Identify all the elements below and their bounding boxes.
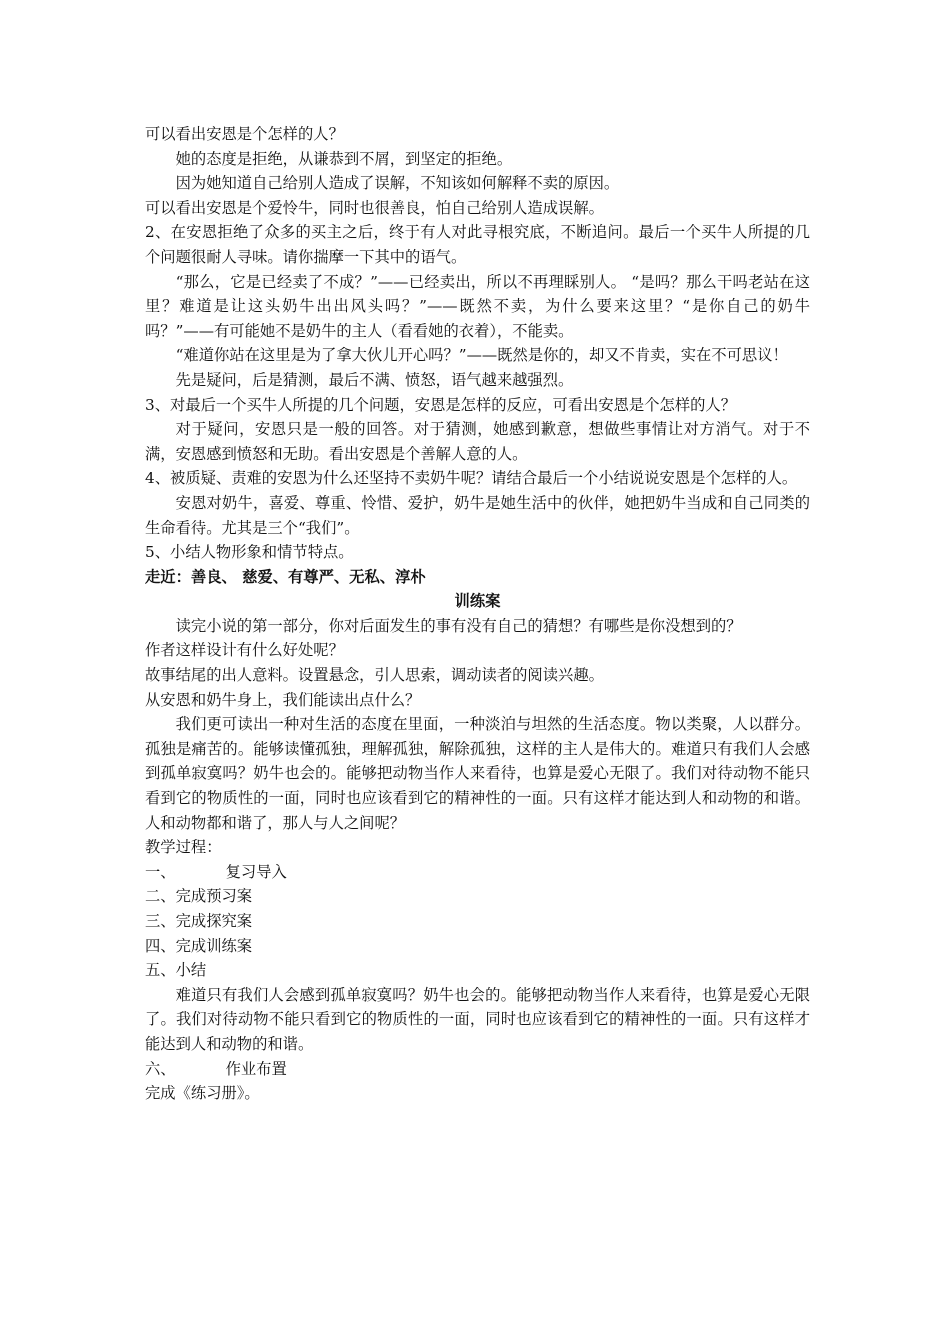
document-page [145,122,810,1106]
paragraph: 我们更可读出一种对生活的态度在里面，一种淡泊与坦然的生活态度。物以类聚，人以群分。孤独是痛苦的。能够读懂孤独，理解孤独，解除孤独，这样的主人是伟大的。难道只有我们人会感到孤单寂寞吗？奶牛也会的。能够把动物当作人来看待，也算是爱心无限了。我们对待动物不能只看到它的物质性的一面，同时也应该看到它的精神性的一面。只有这样才能达到人和动物的和谐。人和动物都和谐了，那人与人之间呢？ [145,715,810,832]
list-text: 作业布置 [225,1059,287,1078]
paragraph: 她的态度是拒绝，从谦恭到不屑，到坚定的拒绝。 [175,149,513,168]
list-text: 复习导入 [225,862,287,881]
list-item: 五、小结 [145,961,207,980]
list-item [145,1057,810,1082]
paragraph: 可以看出安恩是个爱怜牛，同时也很善良，怕自己给别人造成误解。 [145,198,604,217]
list-number: 六、 [145,1059,176,1078]
paragraph: 对于疑问，安恩只是一般的回答。对于猜测，她感到歉意，想做些事情让对方消气。对于不满，安恩感到愤怒和无助。看出安恩是个善解人意的人。 [145,420,810,463]
list-item: 三、完成探究案 [145,912,253,930]
paragraph: 可以看出安恩是个怎样的人？ [145,125,344,143]
paragraph: 故事结尾的出人意料。设置悬念，引人思索，调动读者的阅读兴趣。 [145,666,604,685]
paragraph: 读完小说的第一部分，你对后面发生的事有没有自己的猜想？有哪些是你没想到的？ [175,616,742,635]
question-5: 5、小结人物形象和情节特点。 [145,543,354,562]
question-3: 3、对最后一个买牛人所提的几个问题，安恩是怎样的反应，可看出安恩是个怎样的人？ [145,395,737,414]
paragraph: 安恩对奶牛，喜爱、尊重、怜惜、爱护，奶牛是她生活中的伙伴，她把奶牛当成和自己同类的生命看待。尤其是三个“我们”。 [145,493,810,537]
list-item: 四、完成训练案 [145,936,253,955]
question-4: 4、被质疑、责难的安恩为什么还坚持不卖奶牛呢？请结合最后一个小结说说安恩是个怎样的人。 [145,469,798,488]
question-2: 2、在安恩拒绝了众多的买主之后，终于有人对此寻根究底，不断追问。最后一个买牛人所提的几个问题很耐人寻味。请你揣摩一下其中的语气。 [145,223,810,266]
paragraph: 先是疑问，后是猜测，最后不满、愤怒，语气越来越强烈。 [175,370,574,389]
paragraph: 难道只有我们人会感到孤单寂寞吗？奶牛也会的。能够把动物当作人来看待，也算是爱心无限了。我们对待动物不能只看到它的物质性的一面，同时也应该看到它的精神性的一面。只有这样才能达到人和动物的和谐。 [145,985,810,1053]
paragraph: 完成《练习册》。 [145,1084,260,1103]
paragraph: 因为她知道自己给别人造成了误解，不知该如何解释不卖的原因。 [175,174,620,193]
paragraph: “难道你站在这里是为了拿大伙儿开心吗？”——既然是你的，却又不肯卖，实在不可思议！ [175,346,788,365]
list-item: 二、完成预习案 [145,887,253,906]
list-item [145,860,810,885]
paragraph: 作者这样设计有什么好处呢？ [145,641,344,660]
list-number: 一、 [145,862,176,881]
paragraph: 从安恩和奶牛身上，我们能读出点什么？ [145,690,421,709]
paragraph: “那么，它是已经卖了不成？”——已经卖出，所以不再理睬别人。 “是吗？那么干吗老站在这里？难道是让这头奶牛出出风头吗？”——既然不卖，为什么要来这里？“是你自己的奶牛吗？”——有可能她不是奶牛的主人（看看她的衣着），不能卖。 [145,272,810,340]
section-heading: 训练案 [454,592,501,611]
paragraph: 教学过程： [145,838,222,857]
summary-traits: 走近：善良、 慈爱、有尊严、无私、淳朴 [145,567,426,586]
